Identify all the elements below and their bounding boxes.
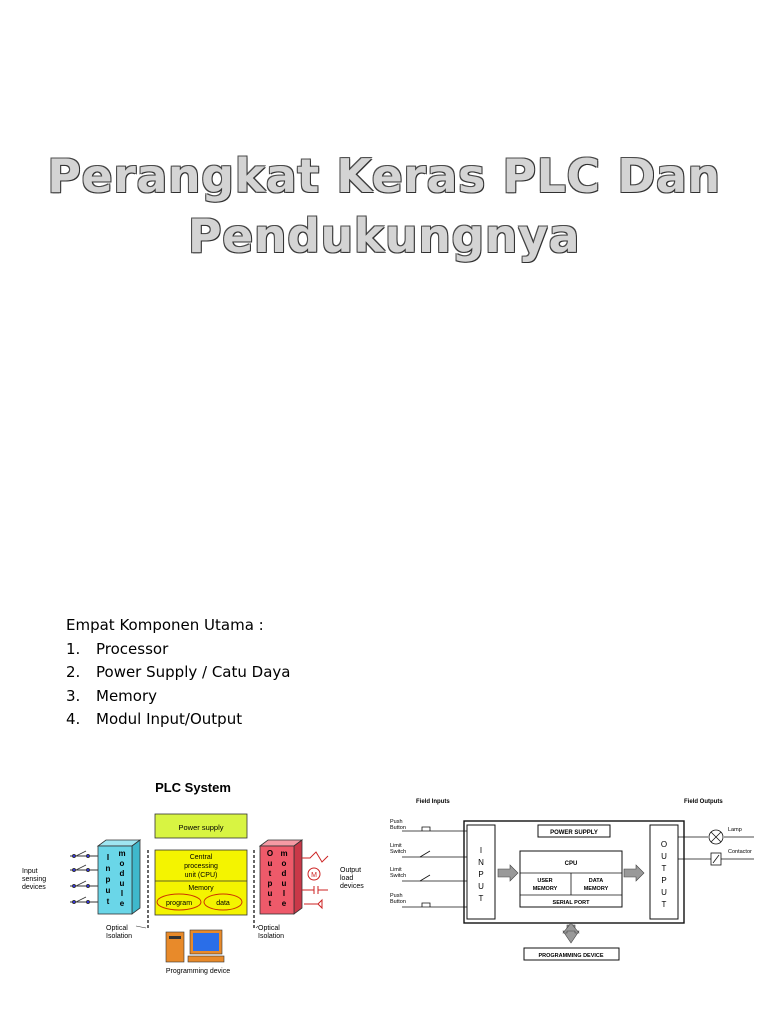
programming-device-label: Programming device bbox=[165, 968, 231, 975]
svg-text:O: O bbox=[660, 840, 668, 849]
svg-text:o: o bbox=[281, 859, 287, 868]
power-supply-label: POWER SUPPLY bbox=[550, 830, 598, 836]
svg-text:p: p bbox=[105, 875, 111, 884]
cpu-label-2: processing bbox=[184, 863, 218, 870]
plc-system-diagram bbox=[18, 770, 373, 980]
output-devices-label-1: Output bbox=[340, 867, 362, 874]
plc-block-diagram bbox=[384, 793, 768, 973]
svg-text:e: e bbox=[281, 899, 287, 908]
output-module-box bbox=[260, 846, 294, 914]
svg-text:u: u bbox=[281, 879, 287, 888]
output-loads bbox=[302, 852, 328, 908]
svg-text:U: U bbox=[661, 888, 667, 897]
list-item bbox=[66, 661, 290, 685]
svg-text:T: T bbox=[478, 894, 484, 903]
svg-text:d: d bbox=[119, 869, 125, 878]
optical-isolation-right-1: Optical bbox=[258, 925, 280, 932]
motor-icon: M bbox=[311, 872, 317, 879]
svg-text:u: u bbox=[267, 859, 273, 868]
data-memory-label-1: DATA bbox=[588, 878, 604, 884]
svg-text:P: P bbox=[661, 876, 667, 885]
list-item-label: Power Supply / Catu Daya bbox=[96, 663, 291, 681]
slide-title-line2: Pendukungnya bbox=[187, 209, 581, 263]
svg-text:e: e bbox=[119, 899, 125, 908]
input-module-box bbox=[98, 846, 132, 914]
data-memory-label-2: MEMORY bbox=[583, 886, 609, 892]
svg-text:P: P bbox=[478, 870, 484, 879]
serial-port-label: SERIAL PORT bbox=[552, 900, 590, 906]
output-devices-label-3: devices bbox=[340, 883, 364, 890]
programming-device-label: PROGRAMMING DEVICE bbox=[538, 953, 604, 959]
computer-icon bbox=[166, 930, 224, 962]
svg-text:u: u bbox=[267, 889, 273, 898]
user-memory-label-2: MEMORY bbox=[532, 886, 558, 892]
optical-isolation-right-2: Isolation bbox=[258, 933, 285, 940]
svg-text:t: t bbox=[268, 869, 272, 878]
contactor-label: Contactor bbox=[728, 849, 752, 855]
svg-text:t: t bbox=[106, 897, 110, 906]
components-heading: Empat Komponen Utama : bbox=[66, 616, 264, 634]
svg-text:u: u bbox=[105, 886, 111, 895]
list-item bbox=[66, 638, 290, 662]
svg-text:U: U bbox=[661, 852, 667, 861]
svg-text:I: I bbox=[479, 846, 483, 855]
list-item bbox=[66, 685, 290, 709]
svg-text:U: U bbox=[478, 882, 484, 891]
input-devices-label-3: devices bbox=[22, 884, 46, 891]
push-button-2-label-1: Push bbox=[390, 893, 403, 899]
input-devices-label-2: sensing bbox=[22, 876, 47, 883]
list-item-number: 4. bbox=[66, 710, 81, 728]
field-outputs-label: Field Outputs bbox=[684, 799, 723, 805]
svg-text:t: t bbox=[268, 899, 272, 908]
svg-text:m: m bbox=[280, 849, 288, 858]
input-devices-label-1: Input bbox=[22, 868, 38, 875]
slide-title-line1: Perangkat Keras PLC Dan bbox=[47, 149, 721, 203]
limit-switch-2-label-2: Switch bbox=[390, 873, 407, 879]
svg-text:N: N bbox=[478, 858, 484, 867]
svg-text:p: p bbox=[267, 879, 273, 888]
list-item-label: Memory bbox=[96, 686, 158, 705]
list-item-label: Processor bbox=[96, 639, 169, 658]
user-memory-label-1: USER bbox=[537, 878, 553, 884]
optical-isolation-left-2: Isolation bbox=[106, 933, 133, 940]
svg-text:O: O bbox=[266, 849, 274, 858]
limit-switch-2-label-1: Limit bbox=[390, 867, 402, 873]
svg-text:m: m bbox=[118, 849, 126, 858]
limit-switch-1-label-1: Limit bbox=[390, 843, 402, 849]
memory-label: Memory bbox=[188, 885, 214, 892]
program-label: program bbox=[165, 900, 193, 907]
lamp-label: Lamp bbox=[728, 827, 742, 833]
svg-text:u: u bbox=[119, 879, 125, 888]
input-switches bbox=[70, 851, 98, 904]
cpu-label-1: Central bbox=[189, 854, 213, 861]
data-label: data bbox=[216, 900, 230, 907]
list-item bbox=[66, 708, 290, 732]
svg-text:l: l bbox=[282, 889, 286, 898]
field-inputs-label: Field Inputs bbox=[416, 799, 450, 805]
limit-switch-1-label-2: Switch bbox=[390, 849, 407, 855]
svg-text:o: o bbox=[119, 859, 125, 868]
components-list bbox=[66, 614, 290, 732]
list-item-number: 1. bbox=[66, 639, 81, 658]
optical-isolation-left-1: Optical bbox=[106, 925, 128, 932]
push-button-1-label-2: Button bbox=[390, 825, 406, 831]
plc-system-title: PLC System bbox=[155, 780, 231, 795]
cpu-label: CPU bbox=[564, 861, 578, 867]
cpu-label-3: unit (CPU) bbox=[184, 872, 218, 879]
list-item-number: 2. bbox=[66, 663, 81, 681]
push-button-2-label-2: Button bbox=[390, 899, 406, 905]
output-devices-label-2: load bbox=[340, 875, 354, 882]
svg-text:T: T bbox=[661, 900, 667, 909]
list-item-number: 3. bbox=[66, 686, 81, 705]
slide-title bbox=[0, 146, 768, 266]
svg-text:n: n bbox=[105, 864, 111, 873]
power-supply-label: Power supply bbox=[178, 823, 224, 832]
svg-text:l: l bbox=[120, 889, 124, 898]
svg-text:I: I bbox=[106, 853, 110, 862]
push-button-1-label-1: Push bbox=[390, 819, 403, 825]
list-item-label: Modul Input/Output bbox=[96, 710, 243, 728]
svg-text:T: T bbox=[661, 864, 667, 873]
svg-text:d: d bbox=[281, 869, 287, 878]
